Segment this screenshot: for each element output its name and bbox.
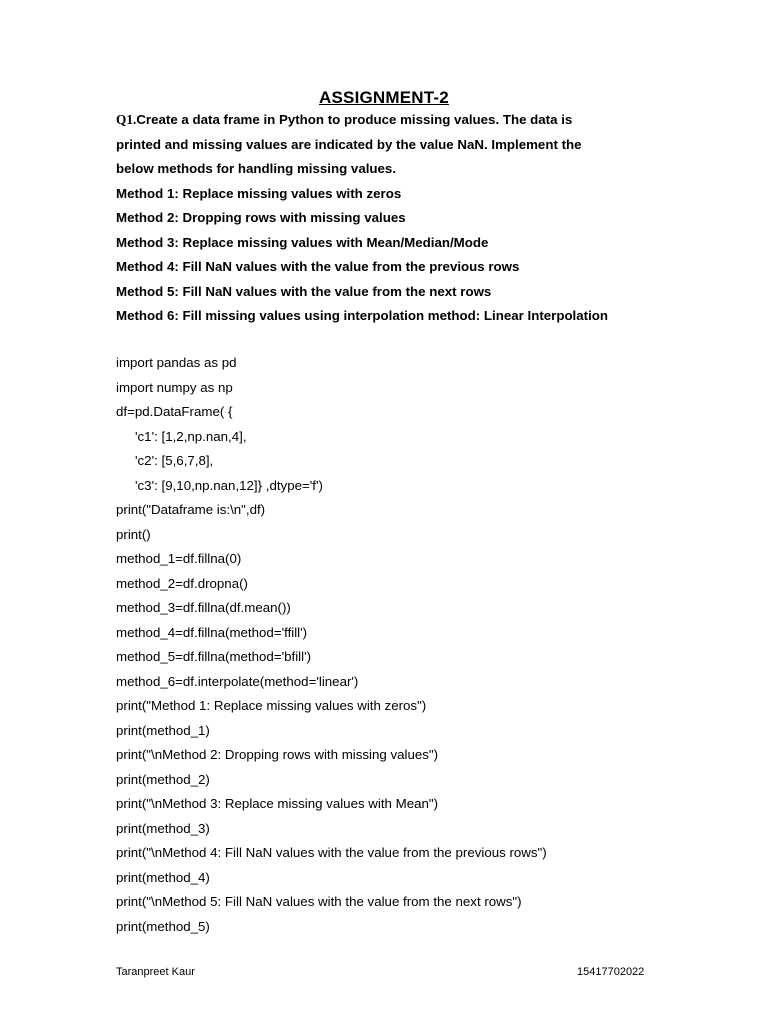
code-line: print("\nMethod 3: Replace missing values with Mean") [116,796,439,811]
code-line: print(method_5) [116,918,210,934]
question-label: Q1. [116,112,137,127]
question-line: below methods for handling missing values. [116,161,397,176]
code-line: print(method_2) [116,771,210,787]
code-line: method_5=df.fillna(method='bfill') [116,649,312,664]
code-line: method_3=df.fillna(df.mean()) [116,600,291,615]
question-text: Create a data frame in Python to produce missing values. The data is [136,112,573,127]
code-line: method_1=df.fillna(0) [116,551,242,566]
code-line: print() [116,526,151,542]
method-item: Method 3: Replace missing values with Mean/Median/Mode [116,234,489,250]
page-title: ASSIGNMENT-2 [319,88,449,107]
code-block [116,351,676,939]
code-line: print("\nMethod 5: Fill NaN values with the value from the next rows") [116,894,522,909]
code-line: 'c2': [5,6,7,8], [135,453,214,468]
method-item: Method 6: Fill missing values using interpolation method: Linear Interpolation [116,308,609,323]
code-line: print(method_4) [116,869,210,885]
code-line: import numpy as np [116,379,233,395]
method-item: Method 5: Fill NaN values with the value from the next rows [116,283,492,299]
code-line: print("Dataframe is:\n",df) [116,502,266,517]
question-block [116,108,656,329]
footer-roll-number: 15417702022 [577,966,645,978]
code-line: method_4=df.fillna(method='ffill') [116,624,308,640]
code-line: import pandas as pd [116,355,237,370]
question-line [116,108,656,133]
method-item: Method 4: Fill NaN values with the value from the previous rows [116,259,520,274]
question-line: printed and missing values are indicated by the value NaN. Implement the [116,136,582,152]
code-line: method_6=df.interpolate(method='linear') [116,673,359,689]
code-line: df=pd.DataFrame( { [116,404,233,419]
method-item: Method 1: Replace missing values with zeros [116,185,402,201]
code-line: 'c3': [9,10,np.nan,12]} ,dtype='f') [135,477,323,493]
code-line: print("\nMethod 4: Fill NaN values with the value from the previous rows") [116,845,547,860]
code-line: print(method_3) [116,820,210,836]
footer-author: Taranpreet Kaur [116,966,195,978]
code-line: print("Method 1: Replace missing values with zeros") [116,698,427,713]
method-item: Method 2: Dropping rows with missing values [116,210,406,225]
code-line: print(method_1) [116,722,210,738]
code-line: 'c1': [1,2,np.nan,4], [135,428,247,444]
code-line: print("\nMethod 2: Dropping rows with missing values") [116,747,439,762]
code-line: method_2=df.dropna() [116,575,248,591]
